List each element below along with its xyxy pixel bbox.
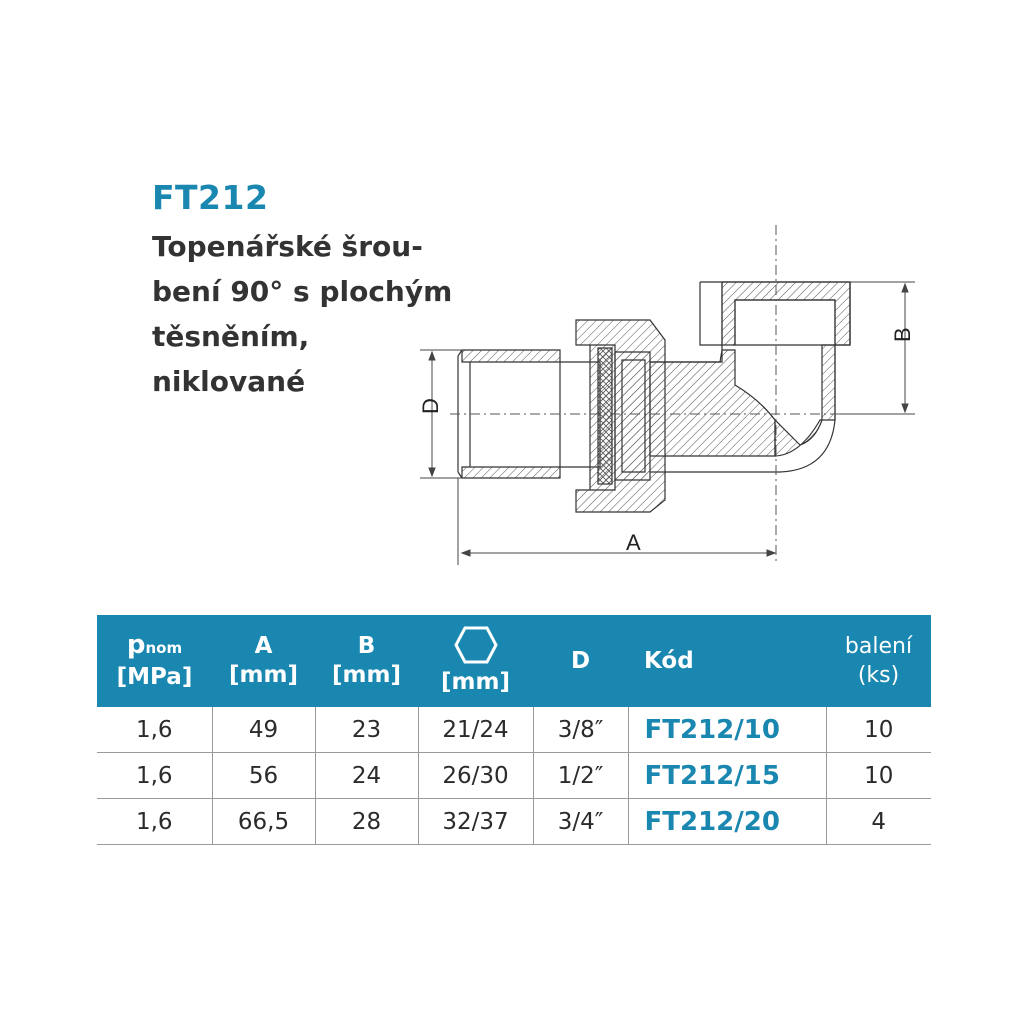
table-header-row — [97, 615, 931, 707]
header-baleni-unit: (ks) — [857, 663, 900, 688]
cell-pnom: 1,6 — [97, 707, 212, 753]
cell-b: 23 — [315, 707, 418, 753]
table-row — [97, 799, 931, 845]
header-pnom-unit: [MPa] — [116, 663, 193, 690]
cell-a: 66,5 — [212, 799, 315, 845]
table-row — [97, 707, 931, 753]
hexagon-icon — [454, 626, 498, 664]
cell-hex: 26/30 — [418, 753, 533, 799]
header-baleni-label: balení — [844, 634, 913, 659]
header-kod-label: Kód — [644, 647, 694, 674]
cell-pnom: 1,6 — [97, 799, 212, 845]
header-hex — [418, 615, 533, 707]
dimension-label-b: B — [890, 327, 915, 342]
cell-a: 56 — [212, 753, 315, 799]
technical-drawing — [395, 215, 925, 580]
cell-d: 3/8″ — [533, 707, 628, 753]
cell-kod: FT212/10 — [628, 707, 826, 753]
title-line: Topenářské šrou- — [152, 230, 423, 263]
header-a-label: A — [254, 633, 273, 659]
cell-kod: FT212/20 — [628, 799, 826, 845]
cell-kod: FT212/15 — [628, 753, 826, 799]
cell-hex: 21/24 — [418, 707, 533, 753]
cell-hex: 32/37 — [418, 799, 533, 845]
title-line: niklované — [152, 365, 306, 398]
cell-baleni: 4 — [826, 799, 931, 845]
header-kod — [628, 615, 826, 707]
header-d — [533, 615, 628, 707]
header-hex-unit: [mm] — [441, 668, 510, 695]
cell-d: 3/4″ — [533, 799, 628, 845]
dimension-label-d: D — [418, 398, 443, 414]
cell-a: 49 — [212, 707, 315, 753]
header-pnom-symbol: p — [126, 629, 146, 660]
dimension-label-a: A — [626, 530, 641, 555]
header-b-unit: [mm] — [332, 662, 401, 688]
header-pnom-subscript: nom — [145, 638, 183, 657]
header-d-label: D — [570, 647, 591, 674]
table-row — [97, 753, 931, 799]
cell-baleni: 10 — [826, 707, 931, 753]
header-pnom — [97, 615, 212, 707]
header-b — [315, 615, 418, 707]
cell-b: 24 — [315, 753, 418, 799]
header-b-label: B — [357, 633, 376, 659]
header-a-unit: [mm] — [229, 662, 298, 688]
cell-b: 28 — [315, 799, 418, 845]
cell-baleni: 10 — [826, 753, 931, 799]
header-a — [212, 615, 315, 707]
header-baleni — [826, 615, 931, 707]
spec-table — [97, 615, 931, 845]
title-line: těsněním, — [152, 320, 310, 353]
product-code: FT212 — [152, 178, 269, 217]
cell-pnom: 1,6 — [97, 753, 212, 799]
cell-d: 1/2″ — [533, 753, 628, 799]
title-line: bení 90° s plochým — [152, 275, 453, 308]
